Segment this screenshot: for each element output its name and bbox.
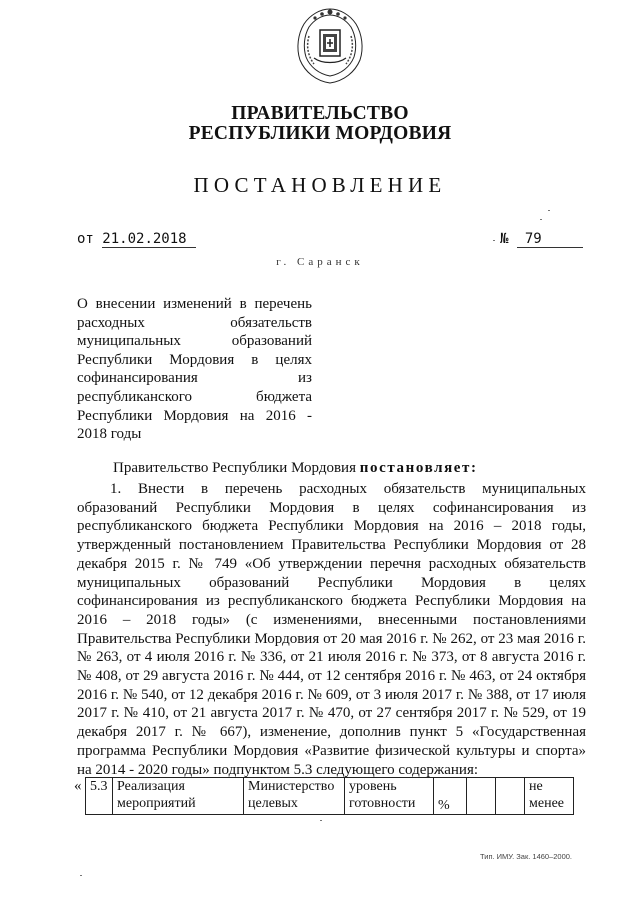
print-footer: Тип. ИМУ. Зак. 1460–2000. — [480, 852, 573, 861]
lead-text: Правительство Республики Мордовия — [113, 460, 356, 476]
cell-activity: Реализация мероприятий — [113, 778, 244, 815]
cell-unit: % — [434, 778, 467, 815]
scan-speck — [80, 875, 82, 876]
scan-speck — [493, 240, 495, 241]
cell-minimum: не менее — [525, 778, 574, 815]
document-date: 21.02.2018 — [102, 231, 196, 248]
cell-empty-1 — [467, 778, 496, 815]
lead-paragraph — [113, 460, 478, 477]
document-type-title: ПОСТАНОВЛЕНИЕ — [193, 173, 447, 197]
number-prefix: № — [500, 231, 509, 247]
coat-of-arms-icon — [294, 6, 366, 86]
obligations-table — [85, 777, 574, 815]
scan-speck — [320, 820, 322, 821]
scan-speck — [540, 219, 542, 220]
city: г. Саранск — [276, 256, 364, 268]
cell-empty-2 — [496, 778, 525, 815]
scan-speck — [548, 210, 550, 211]
date-prefix: от — [77, 231, 94, 247]
body-paragraph: 1. Внести в перечень расходных обязательств муниципальных образований Республики Мордовия в целях софинансирования из республиканского бюджета Республики Мордовия на 2016 – 2018 годы, утвержденный постановлением Правительства Республики Мордовия от 28 декабря 2015 г. № 749 «Об утверждении перечня расходных обязательств муниципальных образований Республики Мордовия в целях софинансирования из республиканского бюджета Республики Мордовия на 2016 – 2018 годы» (с изменениями, внесенными постановлениями Правительства Республики Мордовия от 20 мая 2016 г. № 262, от 23 мая 2016 г. № 263, от 4 июля 2016 г. № 336, от 21 июля 2016 г. № 373, от 8 августа 2016 г. № 408, от 29 августа 2016 г. № 444, от 12 сентября 2016 г. № 463, от 24 октября 2016 г. № 540, от 12 декабря 2016 г. № 609, от 3 июля 2017 г. № 388, от 17 июля 2017 г. № 410, от 21 августа 2017 г. № 470, от 27 сентября 2017 г. № 529, от 19 декабря 2017 г. № 667), изменение, дополнив пункт 5 «Государственная программа Республики Мордовия «Развитие физической культуры и спорта» на 2014 - 2020 годы» подпунктом 5.3 следующего содержания: — [77, 481, 586, 778]
number-line — [500, 231, 583, 248]
lead-emphasis: постановляет: — [359, 460, 478, 476]
table-row — [86, 778, 574, 815]
document-number: 79 — [517, 231, 583, 248]
table-open-quote: « — [74, 778, 82, 794]
government-line-2: РЕСПУБЛИКИ МОРДОВИЯ — [188, 123, 452, 144]
cell-number: 5.3 — [86, 778, 113, 815]
document-subject: О внесении изменений в перечень расходных обязательств муниципальных образований Республики Мордовия в целях софинансирования из республиканского бюджета Республики Мордовия на 2016 - 2018 годы — [77, 296, 312, 443]
cell-indicator: уровень готовности — [345, 778, 434, 815]
date-line — [77, 231, 196, 248]
cell-ministry: Министерство целевых — [244, 778, 345, 815]
government-line-1: ПРАВИТЕЛЬСТВО — [231, 103, 409, 124]
